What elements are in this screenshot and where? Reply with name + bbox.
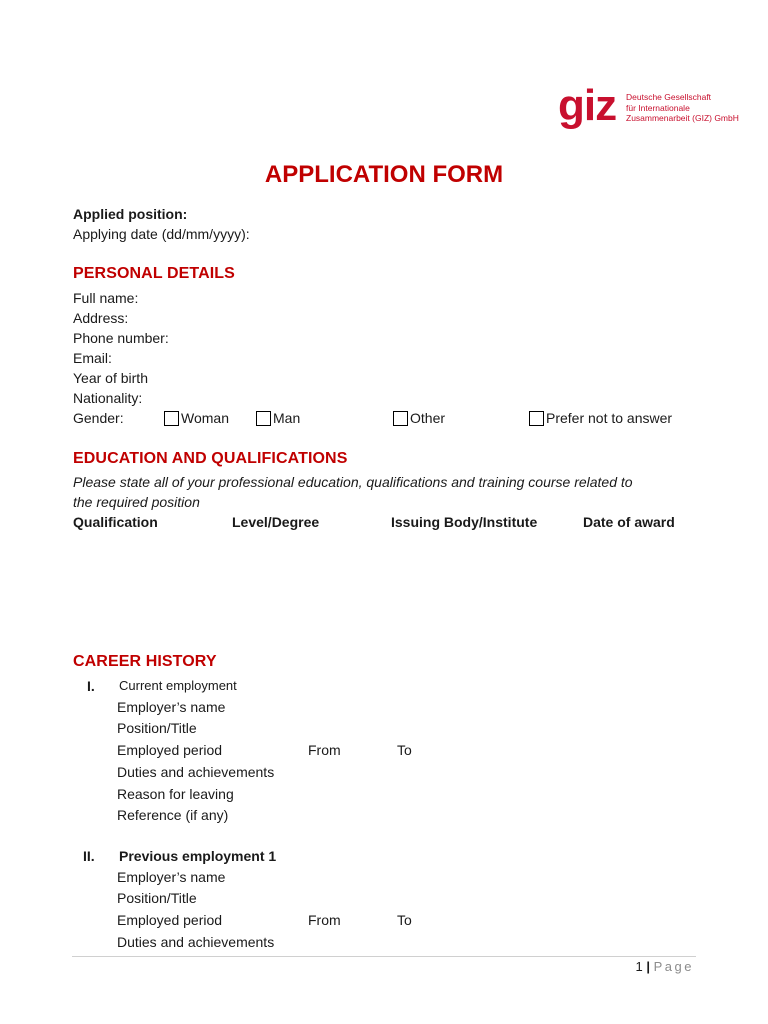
footer-divider [72, 956, 696, 957]
from-label: From [308, 912, 341, 928]
education-heading: EDUCATION AND QUALIFICATIONS [73, 450, 348, 467]
item-employed-period: Employed period [117, 912, 223, 928]
column-issuing-body: Issuing Body/Institute [391, 514, 538, 530]
column-qualification: Qualification [73, 514, 158, 530]
section-numeral: I. [87, 678, 95, 694]
career-history-heading: CAREER HISTORY [73, 653, 217, 670]
page-title: APPLICATION FORM [264, 161, 504, 188]
giz-logo-text [626, 92, 739, 124]
item-employed-period: Employed period [117, 742, 223, 758]
personal-details-heading: PERSONAL DETAILS [73, 265, 235, 282]
item-position-title: Position/Title [117, 890, 197, 906]
page-word: Page [653, 959, 694, 974]
gender-option-prefer-not[interactable] [529, 408, 672, 428]
applied-position-label: Applied position: [73, 206, 188, 222]
applying-date-label: Applying date (dd/mm/yyyy): [73, 226, 250, 242]
field-email: Email: [73, 350, 112, 366]
section-numeral: II. [83, 848, 95, 864]
page-footer [636, 958, 695, 976]
item-position-title: Position/Title [117, 720, 197, 736]
checkbox-other[interactable] [393, 411, 408, 426]
field-full-name: Full name: [73, 290, 139, 306]
item-employer-name: Employer’s name [117, 869, 226, 885]
giz-logo-line: für Internationale [626, 102, 690, 113]
to-label: To [397, 912, 412, 928]
item-reason-for-leaving: Reason for leaving [117, 786, 234, 802]
gender-option-other[interactable] [393, 408, 445, 428]
gender-option-label: Man [273, 410, 301, 426]
checkbox-man[interactable] [256, 411, 271, 426]
field-phone-number: Phone number: [73, 330, 169, 346]
item-duties-achievements: Duties and achievements [117, 764, 275, 780]
gender-option-label: Other [410, 410, 446, 426]
checkbox-prefer-not[interactable] [529, 411, 544, 426]
section-title-current-employment: Current employment [119, 678, 237, 693]
education-instruction-line1: Please state all of your professional education, qualifications and training course related to [73, 474, 633, 490]
page-number: 1 [635, 959, 643, 974]
column-level-degree: Level/Degree [232, 514, 320, 530]
gender-option-label: Woman [181, 410, 229, 426]
item-duties-achievements: Duties and achievements [117, 934, 275, 950]
gender-option-label: Prefer not to answer [546, 410, 673, 426]
item-reference: Reference (if any) [117, 807, 229, 823]
to-label: To [397, 742, 412, 758]
education-instruction-line2: the required position [73, 494, 200, 510]
from-label: From [308, 742, 341, 758]
field-year-of-birth: Year of birth [73, 370, 148, 386]
gender-option-man[interactable] [256, 408, 300, 428]
page-separator: | [646, 959, 650, 974]
giz-logo-line: Zusammenarbeit (GIZ) GmbH [626, 113, 739, 123]
giz-logo-line: Deutsche Gesellschaft [626, 92, 712, 102]
section-title-previous-employment: Previous employment 1 [119, 848, 277, 864]
gender-option-woman[interactable] [164, 408, 229, 428]
field-nationality: Nationality: [73, 390, 143, 406]
field-address: Address: [73, 310, 129, 326]
column-date-of-award: Date of award [583, 514, 675, 530]
checkbox-woman[interactable] [164, 411, 179, 426]
giz-logo-mark: giz [558, 81, 617, 130]
gender-label: Gender: [73, 410, 124, 426]
item-employer-name: Employer’s name [117, 699, 226, 715]
